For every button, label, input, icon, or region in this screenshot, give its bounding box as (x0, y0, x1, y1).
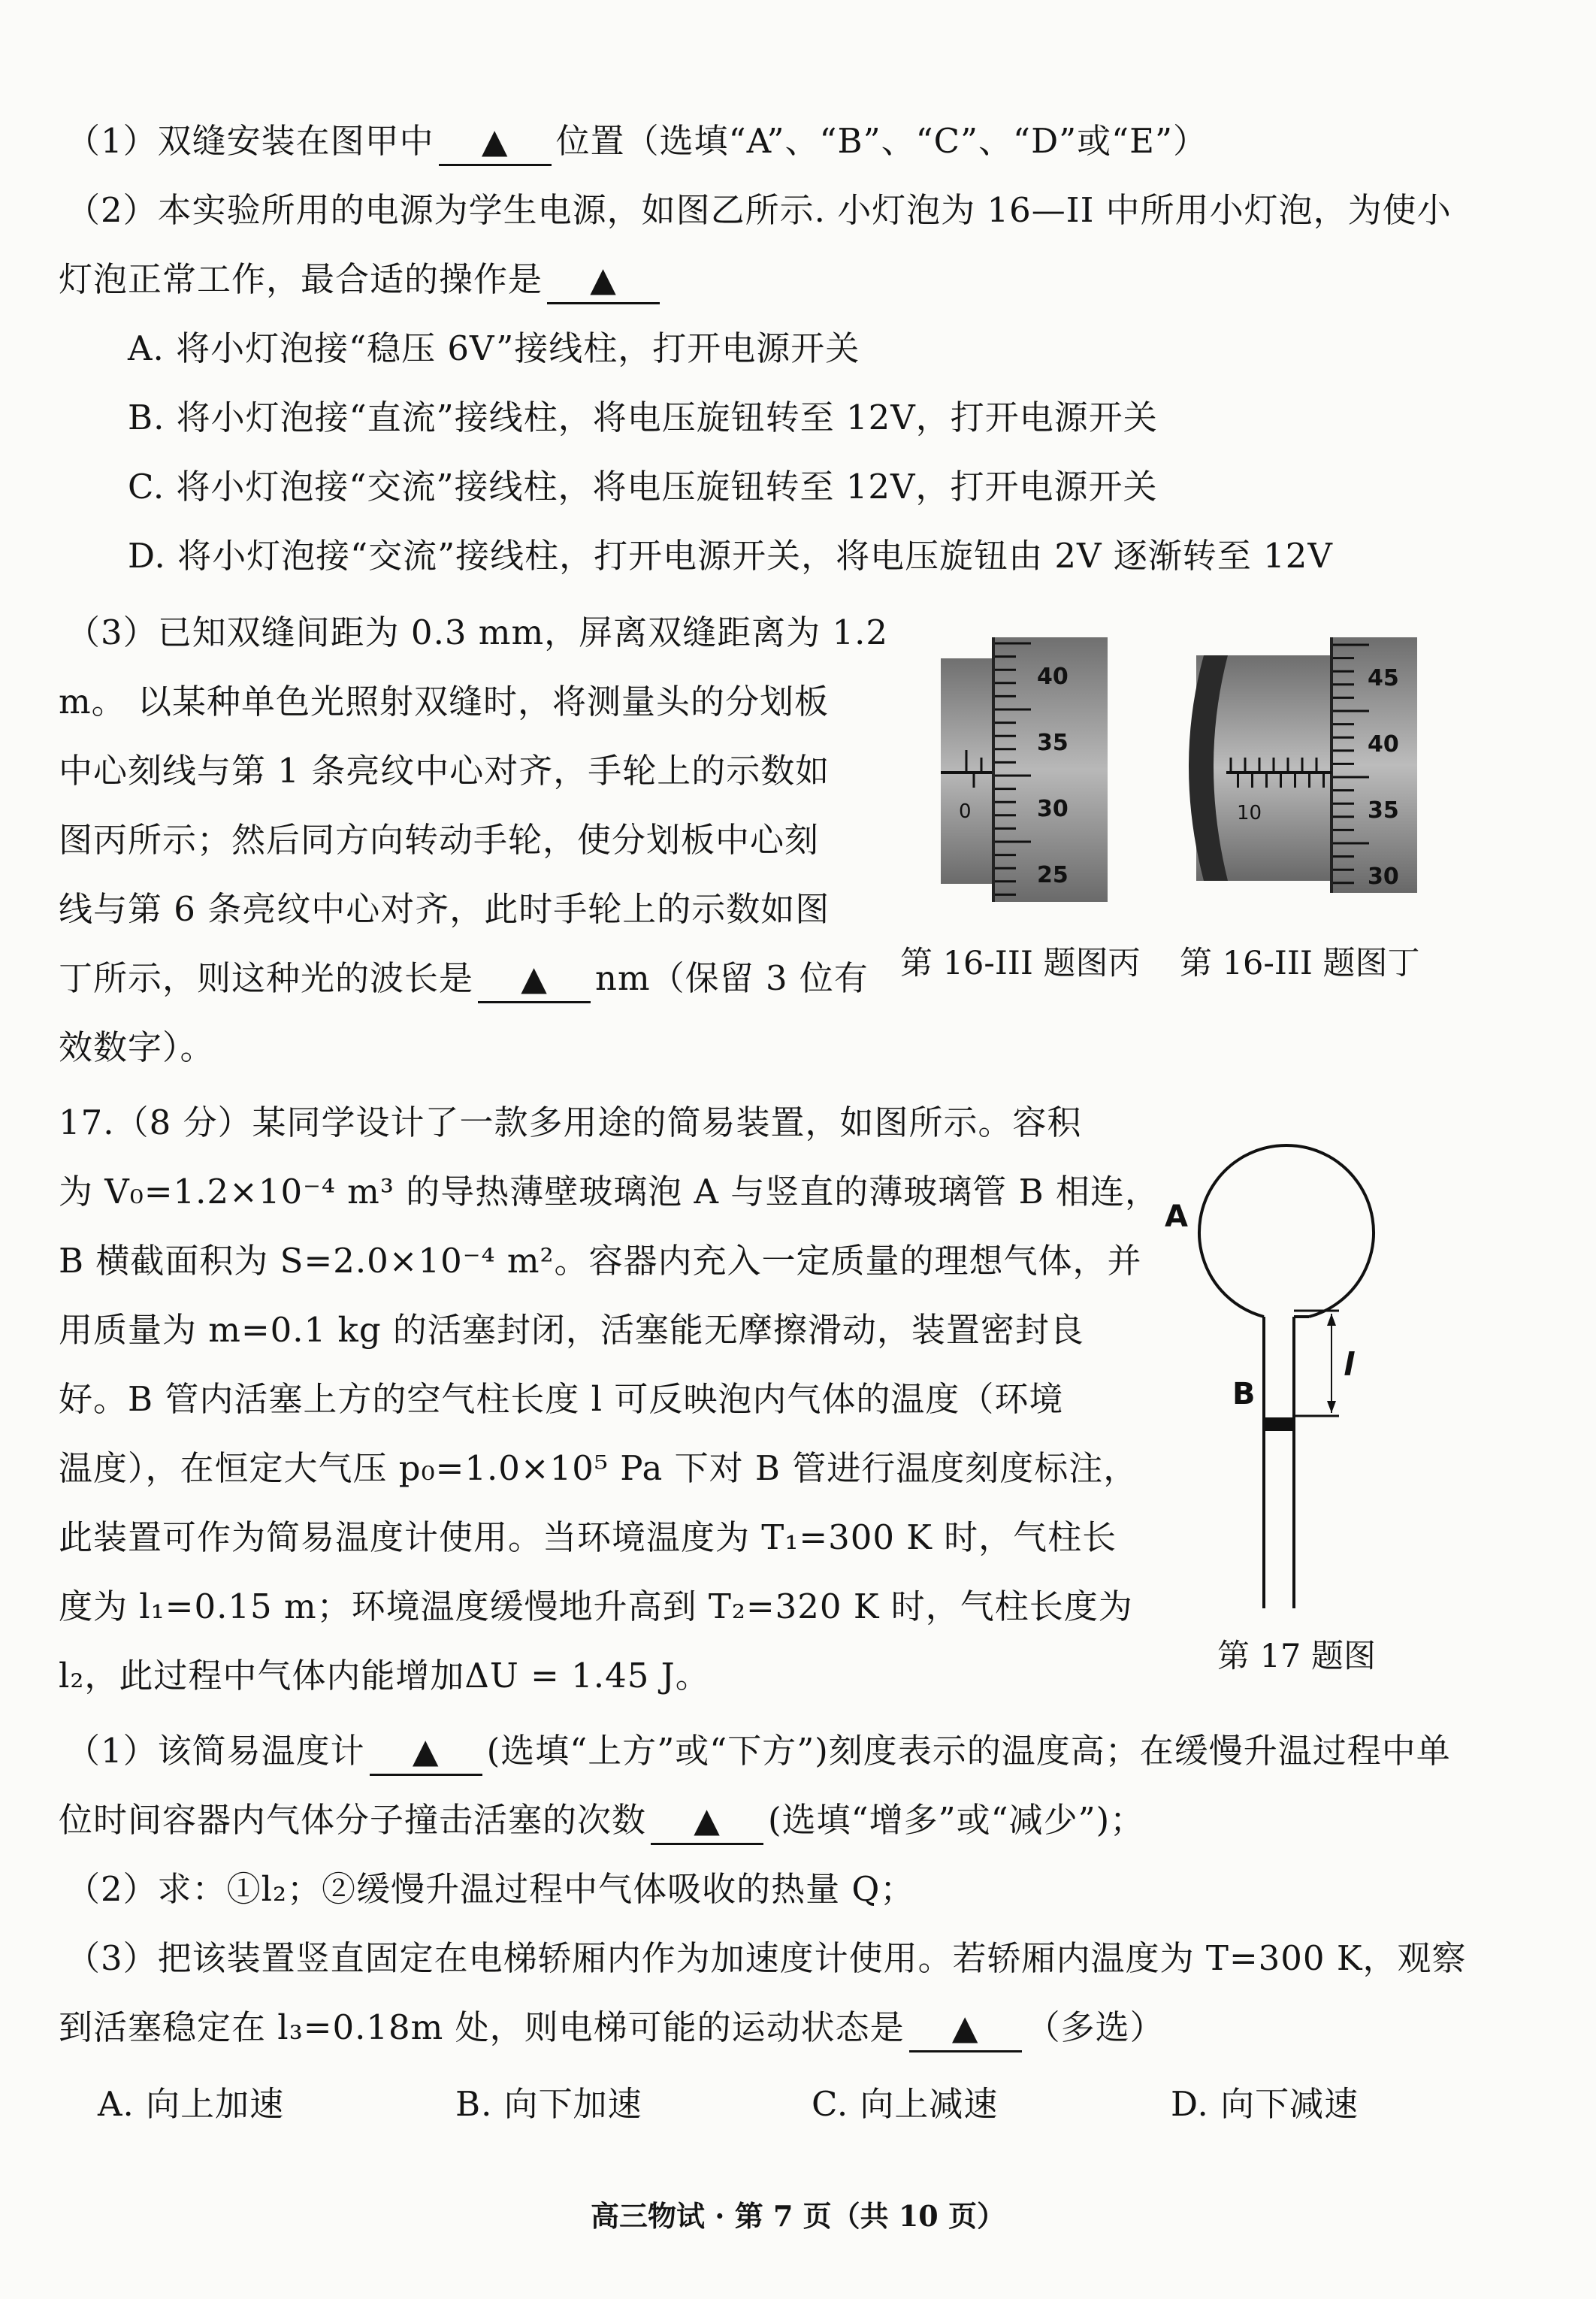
micrometer-figure-bing (938, 637, 1111, 902)
thimble-label: 40 (1037, 664, 1069, 690)
figure-caption-ding: 第 16-III 题图丁 (1180, 945, 1420, 982)
q17-stem-line6: 温度），在恒定大气压 p₀=1.0×10⁵ Pa 下对 B 管进行温度刻度标注， (59, 1448, 1138, 1488)
q16-part3-line6 (59, 956, 869, 1003)
thimble-label: 35 (1368, 797, 1399, 824)
q16-part2-line2 (59, 257, 664, 304)
thimble-label: 45 (1368, 665, 1399, 691)
q17-part1-line1 (66, 1729, 1451, 1776)
q16-part1-text: （1）双缝安装在图甲中 (66, 121, 434, 161)
thimble-label: 25 (1037, 862, 1069, 888)
q17-stem-line2: 为 V₀=1.2×10⁻⁴ m³ 的导热薄壁玻璃泡 A 与竖直的薄玻璃管 B 相连， (59, 1172, 1159, 1212)
label-l: l (1344, 1346, 1355, 1383)
q17-stem-line4: 用质量为 m=0.1 kg 的活塞封闭，活塞能无摩擦滑动，装置密封良 (59, 1310, 1084, 1350)
micrometer-figure-ding (1174, 637, 1419, 893)
q16-part2-line1: （2）本实验所用的电源为学生电源，如图乙所示. 小灯泡为 16—II 中所用小灯泡，为使小 (66, 190, 1452, 230)
q16-part3-hint: nm（保留 3 位有 (595, 958, 869, 998)
answer-blank: ▲ (651, 1798, 763, 1845)
answer-blank: ▲ (478, 956, 591, 1003)
q16-part3-text: 丁所示，则这种光的波长是 (59, 958, 474, 998)
q16-part2-option-c: C. 将小灯泡接“交流”接线柱，将电压旋钮转至 12V，打开电源开关 (128, 467, 1158, 507)
thimble-label: 35 (1037, 730, 1069, 756)
answer-blank: ▲ (370, 1729, 482, 1776)
label-B: B (1232, 1377, 1256, 1411)
q16-part2-option-a: A. 将小灯泡接“稳压 6V”接线柱，打开电源开关 (128, 328, 860, 368)
q17-option-d: D. 向下减速 (1171, 2084, 1359, 2124)
main-scale-label: 0 (959, 800, 972, 823)
q17-stem-line8: 度为 l₁=0.15 m；环境温度缓慢地升高到 T₂=320 K 时，气柱长度为 (59, 1587, 1133, 1626)
q17-option-a: A. 向上加速 (98, 2084, 285, 2124)
q16-part2-text: 灯泡正常工作，最合适的操作是 (59, 259, 543, 299)
answer-blank: ▲ (909, 2005, 1022, 2052)
answer-blank: ▲ (439, 119, 552, 166)
q16-part3-line5: 线与第 6 条亮纹中心对齐，此时手轮上的示数如图 (59, 889, 830, 929)
q17-stem-line3: B 横截面积为 S=2.0×10⁻⁴ m²。容器内充入一定质量的理想气体，并 (59, 1241, 1142, 1281)
q16-part1 (66, 119, 1208, 166)
q16-part3-line7: 效数字）。 (59, 1027, 215, 1067)
q16-part3-line2: m。 以某种单色光照射双缝时，将测量头的分划板 (59, 682, 829, 721)
thimble-label: 30 (1037, 796, 1069, 822)
q17-part1-text: （1）该简易温度计 (66, 1731, 365, 1771)
q17-part1-hint2: (选填“增多”或“减少”)； (768, 1800, 1145, 1840)
figure-caption-bing: 第 16-III 题图丙 (900, 945, 1141, 982)
q17-part1-line2 (59, 1798, 1144, 1845)
q17-part3-hint: （多选） (1026, 2007, 1165, 2047)
q17-part3-line1: （3）把该装置竖直固定在电梯轿厢内作为加速度计使用。若轿厢内温度为 T=300 K，观察 (66, 1938, 1467, 1978)
page-footer: 高三物试 · 第 7 页（共 10 页） (591, 2199, 1005, 2233)
q17-option-c: C. 向上减速 (812, 2084, 999, 2124)
label-A: A (1165, 1199, 1188, 1234)
q16-part2-option-d: D. 将小灯泡接“交流”接线柱，打开电源开关，将电压旋钮由 2V 逐渐转至 12V (128, 536, 1333, 576)
q17-option-b: B. 向下加速 (455, 2084, 642, 2124)
q17-part3-line2 (59, 2005, 1165, 2052)
q17-stem-line7: 此装置可作为简易温度计使用。当环境温度为 T₁=300 K 时，气柱长 (59, 1517, 1117, 1557)
main-scale-label: 10 (1237, 802, 1262, 824)
thermometer-figure (1142, 1142, 1398, 1623)
figure-caption-17: 第 17 题图 (1217, 1638, 1377, 1675)
q16-part3-line4: 图丙所示；然后同方向转动手轮，使分划板中心刻 (59, 820, 820, 860)
piston (1265, 1417, 1293, 1431)
thimble-label: 40 (1368, 731, 1399, 758)
thimble-label: 30 (1368, 864, 1399, 890)
q17-part3-text: 到活塞稳定在 l₃=0.18m 处，则电梯可能的运动状态是 (59, 2007, 905, 2047)
q16-part2-option-b: B. 将小灯泡接“直流”接线柱，将电压旋钮转至 12V，打开电源开关 (128, 398, 1158, 437)
q17-stem-line9: l₂，此过程中气体内能增加ΔU = 1.45 J。 (59, 1656, 710, 1696)
q17-part2: （2）求：①l₂；②缓慢升温过程中气体吸收的热量 Q； (66, 1869, 915, 1909)
q17-part1-hint: (选填“上方”或“下方”)刻度表示的温度高；在缓慢升温过程中单 (486, 1731, 1451, 1771)
q17-part1-text2: 位时间容器内气体分子撞击活塞的次数 (59, 1800, 647, 1840)
q16-part3-line1: （3）已知双缝间距为 0.3 mm，屏离双缝距离为 1.2 (66, 613, 889, 652)
answer-blank: ▲ (547, 257, 660, 304)
q17-stem-line5: 好。B 管内活塞上方的空气柱长度 l 可反映泡内气体的温度（环境 (59, 1379, 1064, 1419)
q16-part1-hint: 位置（选填“A”、“B”、“C”、“D”或“E”） (555, 121, 1208, 161)
q17-stem-line1: 17.（8 分）某同学设计了一款多用途的简易装置，如图所示。容积 (59, 1103, 1082, 1142)
q16-part3-line3: 中心刻线与第 1 条亮纹中心对齐，手轮上的示数如 (59, 751, 830, 791)
